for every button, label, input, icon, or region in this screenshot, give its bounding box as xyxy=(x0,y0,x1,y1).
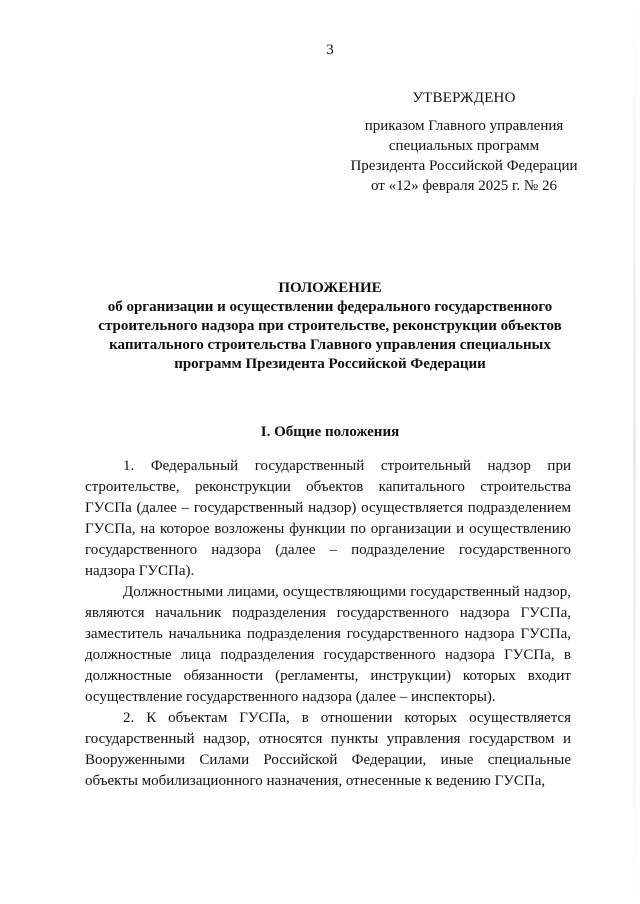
page-number: 3 xyxy=(326,42,334,58)
approval-line: от «12» февраля 2025 г. № 26 xyxy=(370,178,557,194)
document-title-block xyxy=(85,279,575,374)
approval-line: Президента Российской Федерации xyxy=(350,158,578,174)
body-paragraph: 1. Федеральный государственный строительный надзор при строительстве, реконструкции объектов капитального строительства ГУСПа (далее – государственный надзор) осуществляется подразделением ГУСПа, на которое возложены функции по организации и осуществлению государственного надзора (далее – подразделение государственного надзора ГУСПа). xyxy=(85,458,571,579)
body-paragraph: 2. К объектам ГУСПа, в отношении которых осуществляется государственный надзор, относятся пункты управления государством и Вооруженными Силами Российской Федерации, иные специальные объекты мобилизационного назначения, отнесенные к ведению ГУСПа, xyxy=(85,710,571,789)
document-subtitle-line: программ Президента Российской Федерации xyxy=(174,356,486,372)
approval-heading: УТВЕРЖДЕНО xyxy=(412,90,516,106)
approval-line: приказом Главного управления xyxy=(364,118,564,134)
approval-line: специальных программ xyxy=(388,138,540,154)
document-subtitle-line: строительного надзора при строительстве, реконструкции объектов xyxy=(98,318,562,334)
approval-stamp-block xyxy=(336,88,592,196)
document-subtitle-line: капитального строительства Главного управления специальных xyxy=(109,337,551,353)
section-heading: I. Общие положения xyxy=(260,424,400,440)
body-paragraph: Должностными лицами, осуществляющими государственный надзор, являются начальник подразделения государственного надзора ГУСПа, заместитель начальника подразделения государственного надзора ГУСПа, должностные лица подразделения государственного надзора ГУСПа, в должностные обязанности (регламенты, инструкции) которых входит осуществление государственного надзора (далее – инспекторы). xyxy=(85,584,571,705)
document-subtitle-line: об организации и осуществлении федерального государственного xyxy=(107,299,553,315)
scan-edge-shadow xyxy=(633,0,636,904)
document-title: ПОЛОЖЕНИЕ xyxy=(278,280,382,296)
document-body xyxy=(85,456,571,792)
